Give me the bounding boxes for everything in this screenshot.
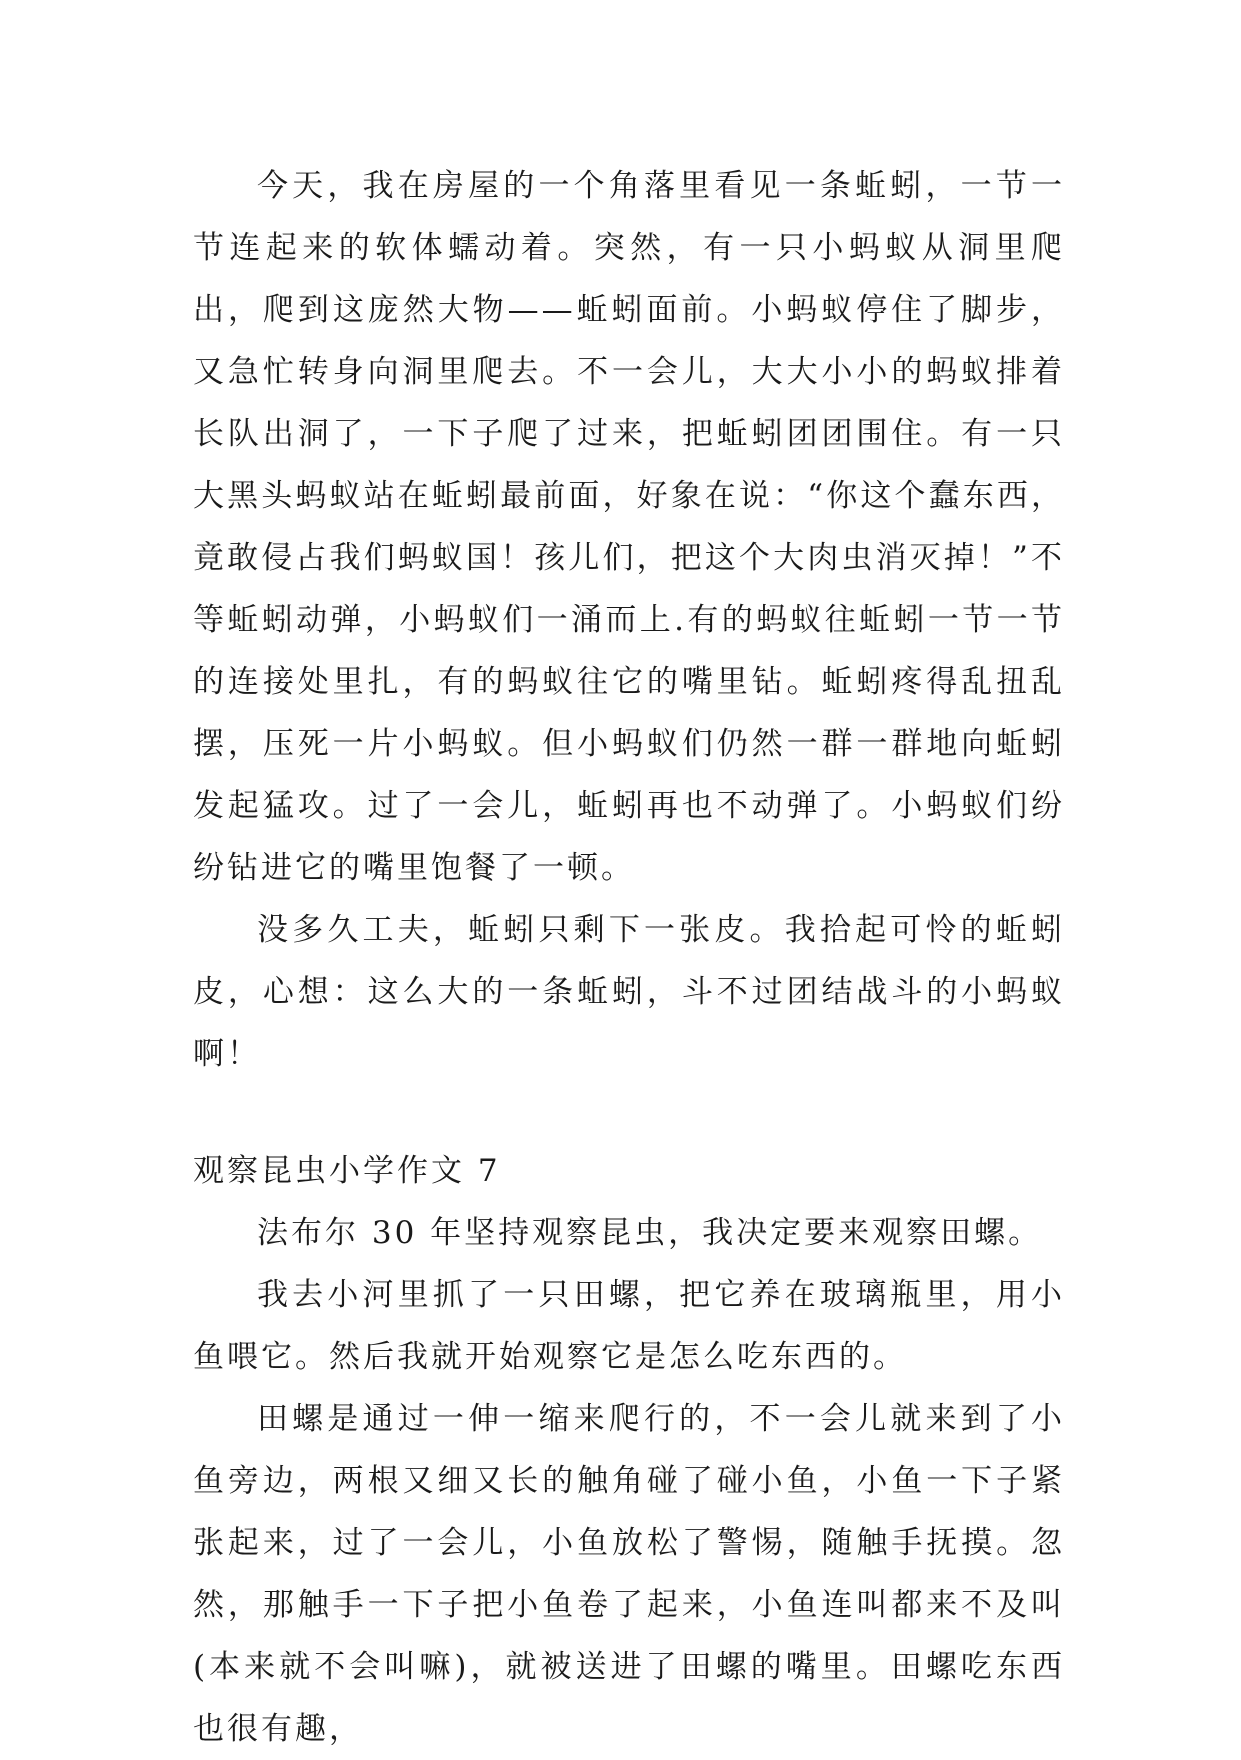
document-content — [193, 155, 1065, 1760]
paragraph-snail-feeding: 田螺是通过一伸一缩来爬行的，不一会儿就来到了小鱼旁边，两根又细又长的触角碰了碰小鱼，小鱼一下子紧张起来，过了一会儿，小鱼放松了警惕，随触手抚摸。忽然，那触手一下子把小鱼卷了起来，小鱼连叫都来不及叫(本来就不会叫嘛)，就被送进了田螺的嘴里。田螺吃东西也很有趣， — [193, 1401, 1065, 1747]
paragraph-snail-setup: 我去小河里抓了一只田螺，把它养在玻璃瓶里，用小鱼喂它。然后我就开始观察它是怎么吃东西的。 — [193, 1277, 1065, 1375]
paragraph-earthworm-story: 今天，我在房屋的一个角落里看见一条蚯蚓，一节一节连起来的软体蠕动着。突然，有一只小蚂蚁从洞里爬出，爬到这庞然大物——蚯蚓面前。小蚂蚁停住了脚步，又急忙转身向洞里爬去。不一会儿，大大小小的蚂蚁排着长队出洞了，一下子爬了过来，把蚯蚓团团围住。有一只大黑头蚂蚁站在蚯蚓最前面，好象在说：“你这个蠢东西，竟敢侵占我们蚂蚁国！孩儿们，把这个大肉虫消灭掉！”不等蚯蚓动弹，小蚂蚁们一涌而上.有的蚂蚁往蚯蚓一节一节的连接处里扎，有的蚂蚁往它的嘴里钻。蚯蚓疼得乱扭乱摆，压死一片小蚂蚁。但小蚂蚁们仍然一群一群地向蚯蚓发起猛攻。过了一会儿，蚯蚓再也不动弹了。小蚂蚁们纷纷钻进它的嘴里饱餐了一顿。 — [193, 168, 1065, 886]
section-title: 观察昆虫小学作文 7 — [193, 1153, 501, 1189]
paragraph-earthworm-ending: 没多久工夫，蚯蚓只剩下一张皮。我拾起可怜的蚯蚓皮，心想：这么大的一条蚯蚓，斗不过团结战斗的小蚂蚁啊！ — [193, 912, 1065, 1072]
paragraph-fabre-intro: 法布尔 30 年坚持观察昆虫，我决定要来观察田螺。 — [257, 1215, 1043, 1251]
